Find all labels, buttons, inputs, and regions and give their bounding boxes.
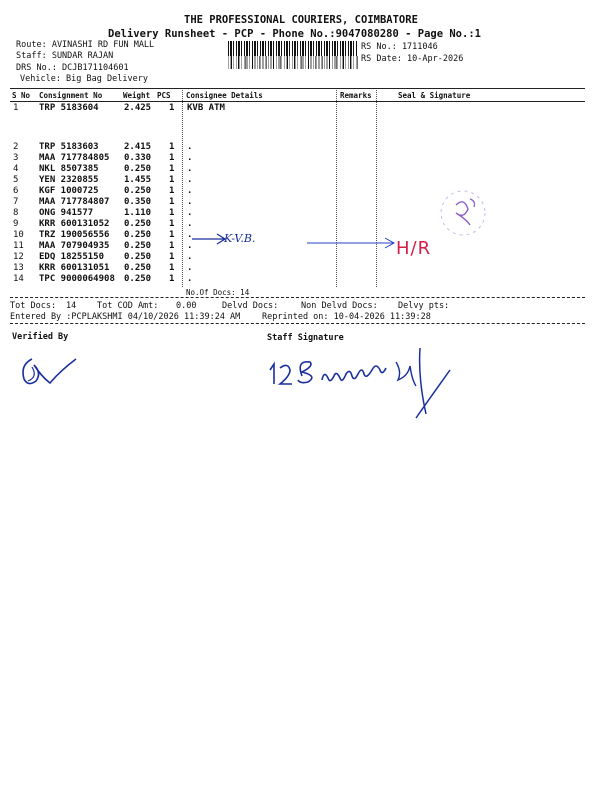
staff-signature (264, 340, 464, 430)
row-weight: 0.350 (124, 197, 152, 207)
row-consignment: NKL 8507385 (39, 164, 99, 174)
row-pcs: 1 (169, 274, 175, 284)
row-weight: 0.250 (124, 252, 152, 262)
row-consignment: MAA 707904935 (39, 241, 110, 251)
stamp-mark (428, 185, 498, 245)
row-sno: 11 (13, 241, 24, 251)
table-row (10, 153, 585, 164)
row-pcs: 1 (169, 197, 175, 207)
row-consignment: TPC 9000064908 (39, 274, 115, 284)
tot-docs-label: Tot Docs: (10, 301, 57, 311)
row-details: . (187, 230, 193, 240)
footer-rule (10, 323, 585, 324)
row-consignment: EDQ 18255150 (39, 252, 105, 262)
table-row (10, 241, 585, 252)
barcode-overlay (228, 56, 358, 69)
row-sno: 14 (13, 274, 24, 284)
row-consignment: ONG 941577 (39, 208, 94, 218)
table-row (10, 252, 585, 263)
row-weight: 0.250 (124, 263, 152, 273)
row-details: . (187, 263, 193, 273)
rs-number: RS No.: 1711046 (361, 42, 438, 52)
no-of-docs: No.Of Docs: 14 (186, 288, 250, 297)
row-pcs: 1 (169, 142, 175, 152)
row-sno: 9 (13, 219, 19, 229)
handwritten-kvb-note: K-V.B. (224, 232, 256, 245)
rs-date: RS Date: 10-Apr-2026 (361, 54, 464, 64)
row-pcs: 1 (169, 230, 175, 240)
row-weight: 0.330 (124, 153, 152, 163)
row-pcs: 1 (169, 153, 175, 163)
tot-docs-value: 14 (66, 301, 77, 311)
company-title: THE PROFESSIONAL COURIERS, COIMBATORE (184, 14, 418, 26)
vehicle-label: Vehicle: Big Bag Delivery (20, 74, 148, 84)
reprinted-on: Reprinted on: 10-04-2026 11:39:28 (262, 312, 431, 322)
col-consignment: Consignment No (39, 91, 103, 100)
row-details: . (187, 197, 193, 207)
table-row (10, 263, 585, 274)
staff-signature-label: Staff Signature (267, 333, 344, 343)
handwritten-hr-note: H/R (396, 238, 432, 259)
arrow-annotation-2 (305, 236, 397, 252)
row-details: . (187, 241, 193, 251)
row-sno: 8 (13, 208, 19, 218)
col-seal-signature: Seal & Signature (398, 91, 471, 100)
row-weight: 0.250 (124, 241, 152, 251)
row-consignment: MAA 717784805 (39, 153, 110, 163)
table-row (10, 208, 585, 219)
row-pcs: 1 (169, 186, 175, 196)
row-sno: 1 (13, 103, 19, 113)
row-pcs: 1 (169, 263, 175, 273)
row-details: KVB ATM (187, 103, 225, 113)
row-details: . (187, 208, 193, 218)
entered-by: Entered By :PCPLAKSHMI 04/10/2026 11:39:24 AM (10, 312, 241, 322)
col-remarks: Remarks (340, 91, 372, 100)
row-sno: 2 (13, 142, 19, 152)
row-weight: 0.250 (124, 186, 152, 196)
row-pcs: 1 (169, 252, 175, 262)
row-pcs: 1 (169, 164, 175, 174)
row-weight: 0.250 (124, 219, 152, 229)
row-weight: 0.250 (124, 230, 152, 240)
row-sno: 4 (13, 164, 19, 174)
row-details: . (187, 252, 193, 262)
verified-by-label: Verified By (12, 332, 69, 342)
row-weight: 0.250 (124, 164, 152, 174)
staff-label: Staff: SUNDAR RAJAN (16, 51, 114, 61)
row-consignment: KGF 1000725 (39, 186, 99, 196)
row-details: . (187, 219, 193, 229)
table-top-rule (10, 88, 585, 89)
non-delvd-docs-label: Non Delvd Docs: (301, 301, 378, 311)
table-header-rule (10, 101, 585, 102)
delvy-pts-label: Delvy pts: (398, 301, 450, 311)
row-sno: 10 (13, 230, 24, 240)
col-sno: S No (12, 91, 31, 100)
runsheet-title: Delivery Runsheet - PCP - Phone No.:9047080280 - Page No.:1 (108, 28, 481, 40)
row-sno: 13 (13, 263, 24, 273)
tot-cod-label: Tot COD Amt: (97, 301, 159, 311)
route-label: Route: AVINASHI RD FUN MALL (16, 40, 155, 50)
row-pcs: 1 (169, 103, 175, 113)
table-bottom-rule (10, 297, 585, 298)
row-details: . (187, 142, 193, 152)
row-consignment: TRP 5183603 (39, 142, 99, 152)
row-pcs: 1 (169, 219, 175, 229)
row-details: . (187, 153, 193, 163)
row-consignment: YEN 2320855 (39, 175, 99, 185)
row-sno: 7 (13, 197, 19, 207)
tot-cod-value: 0.00 (176, 301, 197, 311)
row-pcs: 1 (169, 241, 175, 251)
row-pcs: 1 (169, 208, 175, 218)
row-sno: 6 (13, 186, 19, 196)
row-consignment: TRP 5183604 (39, 103, 99, 113)
row-weight: 0.250 (124, 274, 152, 284)
table-row (10, 142, 585, 153)
row-details: . (187, 274, 193, 284)
col-pcs: PCS (157, 91, 171, 100)
table-row (10, 186, 585, 197)
verified-signature (10, 345, 80, 395)
table-row (10, 164, 585, 175)
col-weight: Weight (123, 91, 151, 100)
row-consignment: TRZ 190056556 (39, 230, 110, 240)
row-consignment: KRR 600131051 (39, 263, 110, 273)
table-row (10, 175, 585, 186)
table-row (10, 230, 585, 241)
row-sno: 5 (13, 175, 19, 185)
row-sno: 12 (13, 252, 24, 262)
row-details: . (187, 164, 193, 174)
row-weight: 1.455 (124, 175, 152, 185)
table-row (10, 197, 585, 208)
row-consignment: KRR 600131052 (39, 219, 110, 229)
row-pcs: 1 (169, 175, 175, 185)
row-weight: 1.110 (124, 208, 152, 218)
row-details: . (187, 186, 193, 196)
table-row (10, 103, 585, 114)
col-consignee-details: Consignee Details (186, 91, 263, 100)
table-row (10, 274, 585, 285)
row-sno: 3 (13, 153, 19, 163)
row-consignment: MAA 717784807 (39, 197, 110, 207)
row-details: . (187, 175, 193, 185)
drs-number: DRS No.: DCJB171104601 (16, 63, 129, 73)
table-row (10, 219, 585, 230)
row-weight: 2.425 (124, 103, 152, 113)
row-weight: 2.415 (124, 142, 152, 152)
delvd-docs-label: Delvd Docs: (222, 301, 279, 311)
